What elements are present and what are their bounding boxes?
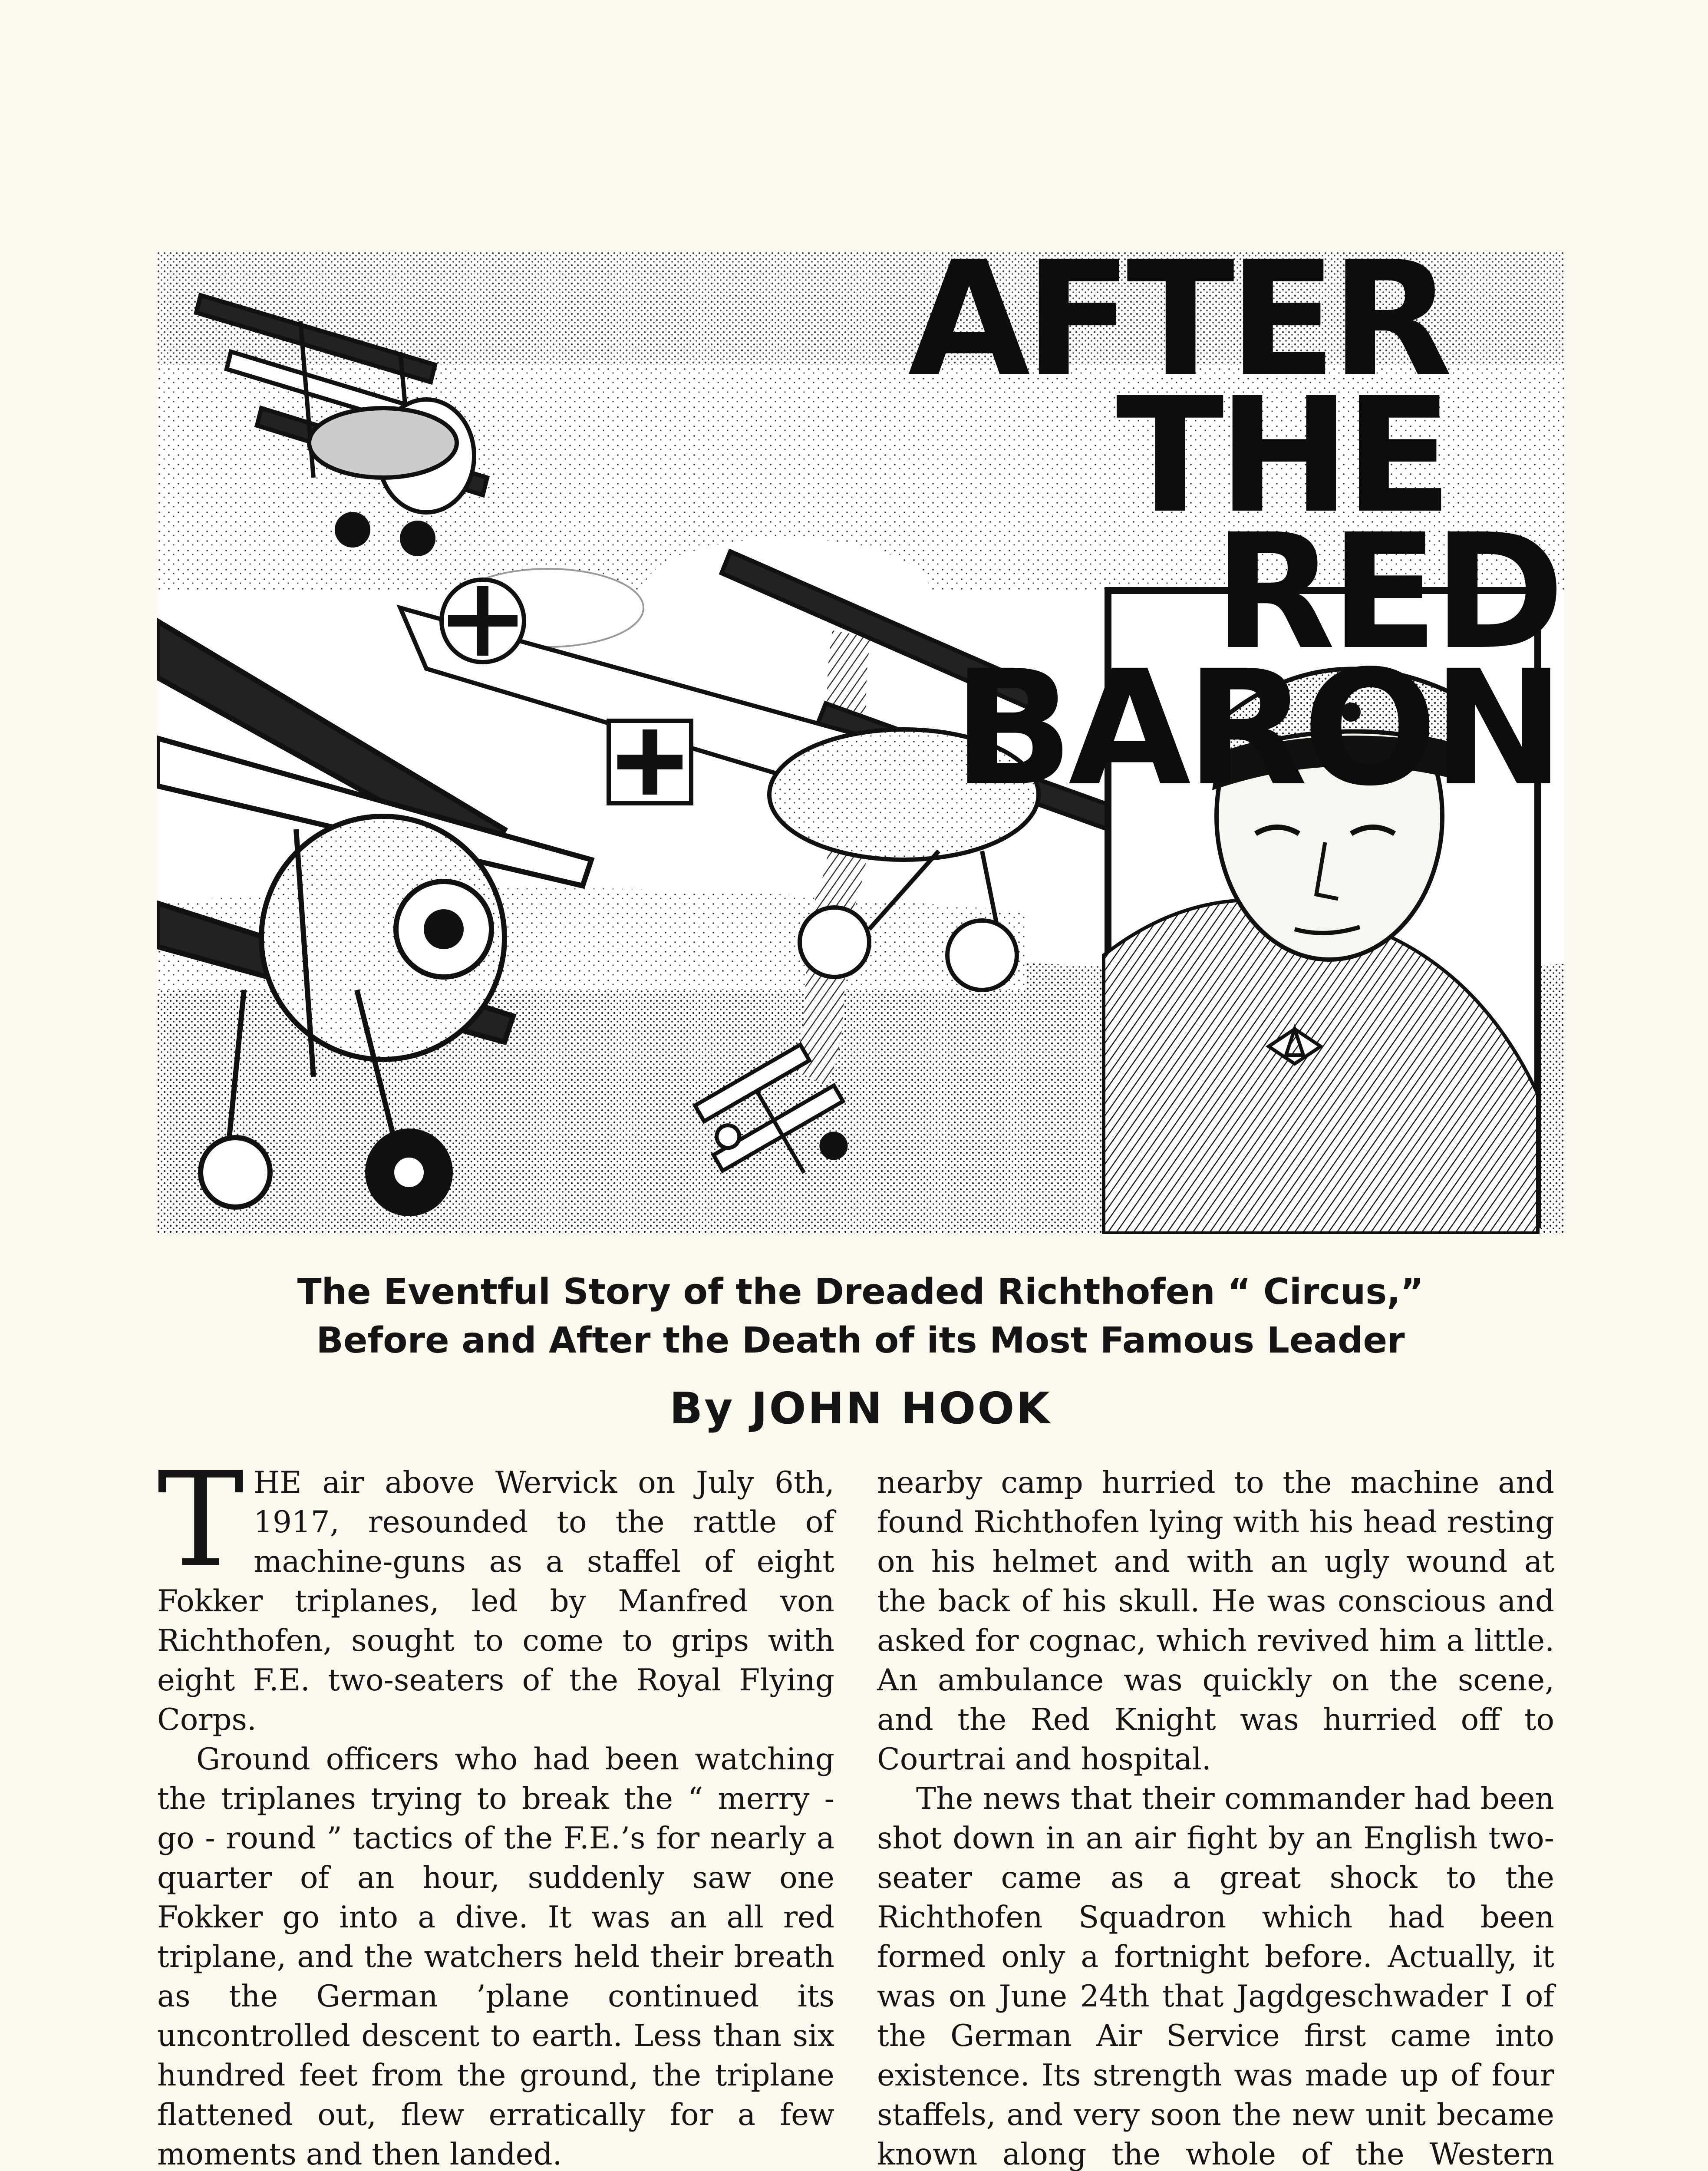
article-column-right [877,1463,1554,2171]
headline [561,252,1560,821]
article-paragraph: nearby camp hurried to the machine and found Richthofen lying with his head resting on his helmet and with an ugly wound at the back of his skull. He was conscious and asked for cognac, which revived him a little. An ambulance was quickly on the scene, and the Red Knight was hurried off to Courtrai and hospital. [877,1465,1554,1777]
subtitle [157,1268,1564,1365]
subtitle-line-2: Before and After the Death of its Most Famous Leader [316,1320,1405,1361]
paragraph-text: HE air above Wervick on July 6th, 1917, resounded to the rattle of machine-guns as a staffel of eight Fokker triplanes, led by Manfred von Richthofen, sought to come to grips with eight F.E. two-seaters of the Royal Flying Corps. [157,1465,834,1737]
headline-line-2: RED BARON [953,500,1560,821]
article-paragraph: The news that their commander had been shot down in an air fight by an English two-seater came as a great shock to the Richthofen Squadron which had been formed only a fortnight before. Actually, it was on June 24th that Jagdgeschwader I of the German Air Service first came into existence. Its strength was made up of four staffels, and very soon the new unit became known along the whole of the Western [877,1782,1554,2171]
subtitle-line-1: The Eventful Story of the Dreaded Richthofen “ Circus,” [297,1271,1424,1313]
drop-cap: T [157,1444,244,1596]
article-paragraph: Ground officers who had been watching the triplanes trying to break the “ merry - go - round ” tactics of the F.E.’s for nearly a quarter of an hour, suddenly saw one Fokker go into a dive. It was an all red triplane, and the watchers held their breath as the German ’plane continued its uncontrolled descent to earth. Less than six hundred feet from the ground, the triplane flattened out, flew erratically for a few moments and then landed. [157,1742,834,2171]
headline-line-1: AFTER THE [907,252,1447,548]
byline: By JOHN HOOK [669,1383,1052,1434]
header-illustration [157,252,1564,1234]
article-paragraph [157,1444,834,1740]
article-column-left [157,1444,834,2171]
